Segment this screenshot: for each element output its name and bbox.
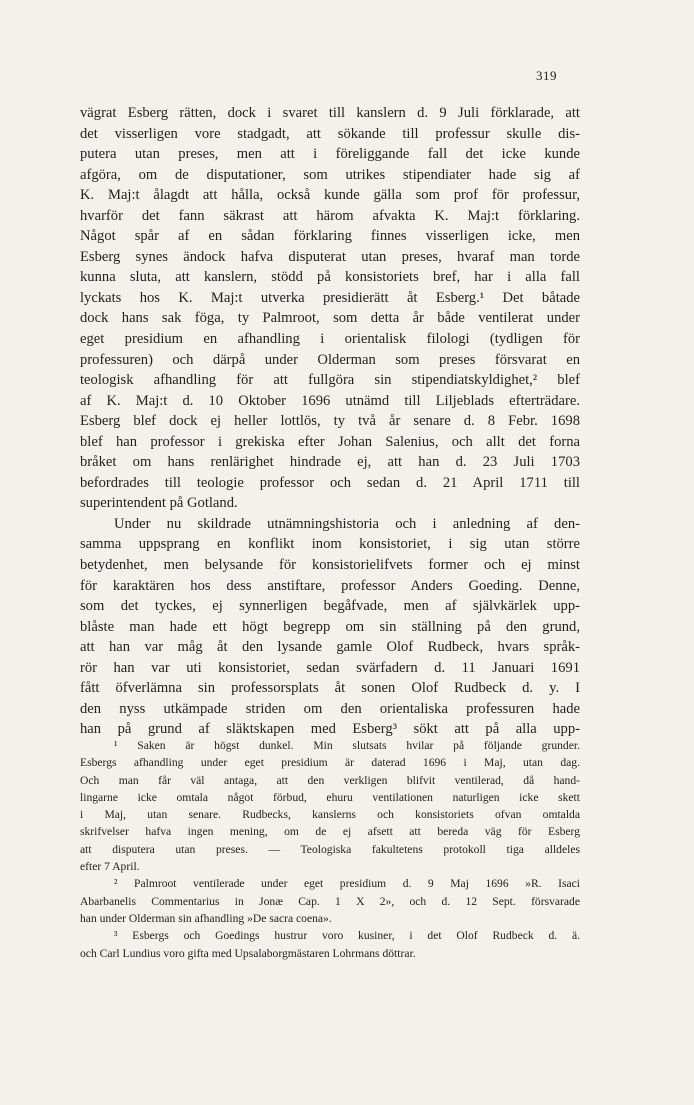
text-line: putera utan preses, men att i föreliggande fall det icke kunde (80, 146, 580, 163)
text-line: Esberg blef dock ej heller lottlös, ty två år senare d. 8 Febr. 1698 (80, 413, 580, 430)
text-line: vägrat Esberg rätten, dock i svaret till kanslern d. 9 Juli förklarade, att (80, 105, 580, 121)
text-line: Något spår af en sådan förklaring finnes visserligen icke, men (80, 228, 580, 245)
text-line: att han var måg åt den lysande gamle Olof Rudbeck, hvars språk- (80, 639, 580, 656)
text-line: afgöra, om de disputationer, som utrikes stipendiater hade sig af (80, 166, 580, 183)
footnotes (80, 737, 580, 962)
page-number: 319 (536, 68, 557, 83)
footnote-1-line: lingarne icke omtala något förbud, ehuru ventilationen naturligen icke skett (80, 790, 580, 804)
footnote-1-line: att disputera utan preses. — Teologiska fakultetens protokoll tiga alldeles (80, 842, 580, 856)
footnote-3-line: och Carl Lundius voro gifta med Upsalaborgmästaren Lohrmans döttrar. (80, 946, 416, 960)
text-line: Esberg synes ändock hafva disputerat utan preses, hvaraf man torde (80, 248, 580, 265)
text-line: fått öfverlämna sin professorsplats åt sonen Olof Rudbeck d. y. I (80, 680, 580, 697)
text-line: rör han var uti konsistoriet, sedan svärfadern d. 11 Januari 1691 (80, 659, 580, 676)
text-line: bråket om hans renlärighet hindrade ej, att han d. 23 Juli 1703 (80, 454, 580, 471)
paragraph-start-line: Under nu skildrade utnämningshistoria och i anledning af den- (114, 515, 580, 532)
text-line: professuren) och därpå under Olderman som preses försvarat en (80, 351, 580, 368)
text-line: kunna sluta, att kanslern, stödd på konsistoriets bref, har i alla fall (80, 269, 580, 286)
footnote-1-line: skrifvelser hafva ingen mening, om de ej afsett att bereda väg för Esberg (80, 825, 580, 839)
footnote-3-line: ³ Esbergs och Goedings hustrur voro kusiner, i det Olof Rudbeck d. ä. (114, 929, 580, 943)
footnote-2-line: han under Olderman sin afhandling »De sacra coena». (80, 911, 332, 925)
text-line: K. Maj:t ålagdt att hålla, också kunde gälla som prof för professur, (80, 187, 580, 204)
text-line: blåste man hade ett högt begrepp om sin ställning på den grund, (80, 618, 580, 635)
text-line: hvarför det fann säkrast att härom afvakta K. Maj:t förklaring. (80, 207, 580, 224)
text-line: blef han professor i grekiska efter Johan Salenius, och allt det forna (80, 433, 580, 450)
text-line: teologisk afhandling för att fullgöra sin stipendiatskyldighet,² blef (80, 372, 580, 389)
text-line: af K. Maj:t d. 10 Oktober 1696 utnämd till Liljeblads efterträdare. (80, 392, 580, 409)
text-line: som det tyckes, ej synnerligen begåfvade, men af självkärlek upp- (80, 598, 580, 615)
footnote-2-line: ² Palmroot ventilerade under eget presidium d. 9 Maj 1696 »R. Isaci (114, 877, 580, 891)
footnote-1-line: ¹ Saken är högst dunkel. Min slutsats hvilar på följande grunder. (114, 739, 580, 752)
body-text (80, 103, 580, 740)
footnote-1-line: efter 7 April. (80, 860, 140, 874)
text-line: befordrades till teologie professor och sedan d. 21 April 1711 till (80, 474, 580, 491)
footnote-1-line: Och man får väl antaga, att den verkligen blifvit ventilerad, då hand- (80, 773, 580, 787)
text-line: betydenhet, men belysande för konsistorielifvets former och ej minst (80, 557, 580, 574)
text-line: det visserligen vore stadgadt, att sökande till professur skulle dis- (80, 125, 580, 142)
footnote-1-line: i Maj, utan senare. Rudbecks, kanslerns och konsistoriets ofvan omtalda (80, 808, 580, 822)
text-line: han på grund af släktskapen med Esberg³ sökt att på alla upp- (80, 721, 580, 738)
text-line: den nyss utkämpade striden om den orientaliska professuren hade (80, 700, 580, 717)
footnote-1-line: Esbergs afhandling under eget presidium är daterad 1696 i Maj, utan dag. (80, 756, 580, 770)
text-line: superintendent på Gotland. (80, 495, 238, 512)
text-line: lyckats hos K. Maj:t utverka presidierätt åt Esberg.¹ Det båtade (80, 289, 580, 306)
text-line: dock hans sak föga, ty Palmroot, som detta år både ventilerat under (80, 310, 580, 327)
text-line: för karaktären hos dess anstiftare, professor Anders Goeding. Denne, (80, 577, 580, 594)
footnote-2-line: Abarbanelis Commentarius in Jonæ Cap. 1 X 2», och d. 12 Sept. försvarade (80, 894, 580, 908)
text-line: eget presidium en afhandling i orientalisk filologi (tydligen för (80, 331, 580, 348)
text-line: samma uppsprang en konflikt inom konsistoriet, i sig utan större (80, 536, 580, 553)
